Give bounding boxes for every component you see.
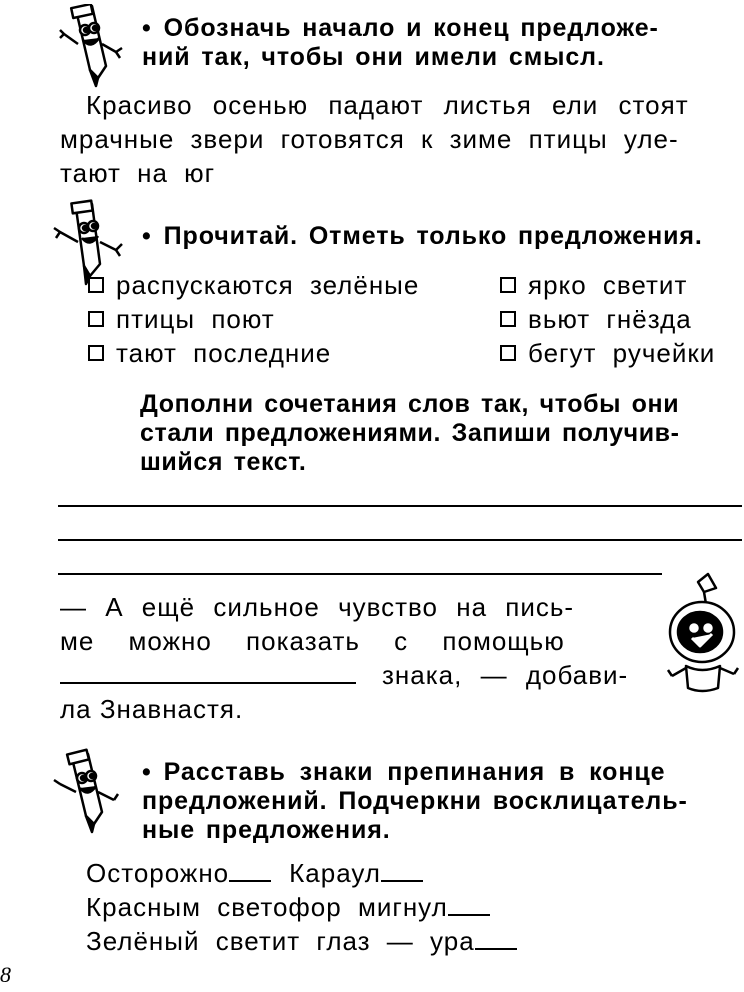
page-number: 8 [0,962,11,987]
answer-blank[interactable] [448,890,490,916]
option-row[interactable]: ярко светит [500,268,715,302]
option-row[interactable]: бегут ручейки [500,336,715,370]
checkbox[interactable] [500,277,516,293]
option-row[interactable]: вьют гнёзда [500,302,715,336]
robot-character-icon [664,570,744,700]
option-row[interactable]: распускаются зелёные [88,268,419,302]
answer-blank[interactable] [229,856,271,882]
answer-line[interactable] [58,539,742,541]
checkbox[interactable] [500,311,516,327]
task1-text-2 [60,122,742,190]
task2-left-options [88,268,419,370]
task1-text [86,88,742,122]
checkbox[interactable] [88,277,104,293]
answer-blank[interactable] [60,658,356,684]
answer-line[interactable] [58,573,662,575]
task1-text-line: мрачные звери готовятся к зиме птицы уле- [60,124,679,154]
answer-blank[interactable] [475,924,517,950]
bullet-icon: • [142,758,152,786]
task3-example-3: Зелёный светит глаз — ура [86,924,517,958]
answer-blank[interactable] [381,856,423,882]
task2-subinstruction: Дополни сочетания слов так, чтобы они стали предложениями. Запиши получив- шийся текст. [140,390,680,476]
task2-instruction: • Прочитай. Отметь только предложения. [142,222,703,250]
znavnastya-line2: ме можно показать с помощью [60,626,565,656]
task1-text-line: тают на юг [60,158,216,188]
znavnastya-line4: ла Знавнастя. [60,694,244,724]
znavnastya-line3: знака, — добави- [60,658,660,692]
task3-example-2: Красным светофор мигнул [86,890,490,924]
checkbox[interactable] [88,311,104,327]
bullet-icon: • [142,14,152,42]
task1-instruction: • Обозначь начало и конец предложе- ний так, чтобы они имели смысл. [142,14,659,71]
pencil-character-icon [58,4,130,88]
task3-example-1: Осторожно Караул [86,856,423,890]
option-row[interactable]: птицы поют [88,302,419,336]
task1-text-line: Красиво осенью падают листья ели стоят [86,90,689,120]
task2-right-options [500,268,715,370]
bullet-icon: • [142,222,152,250]
option-row[interactable]: тают последние [88,336,419,370]
answer-line[interactable] [58,505,742,507]
znavnastya-line1: — А ещё сильное чувство на пись- [60,592,575,622]
task3-instruction: • Расставь знаки препинания в конце предложений. Подчеркни восклицатель- ные предложения. [142,758,688,844]
checkbox[interactable] [88,345,104,361]
checkbox[interactable] [500,345,516,361]
pencil-character-icon [48,748,128,834]
